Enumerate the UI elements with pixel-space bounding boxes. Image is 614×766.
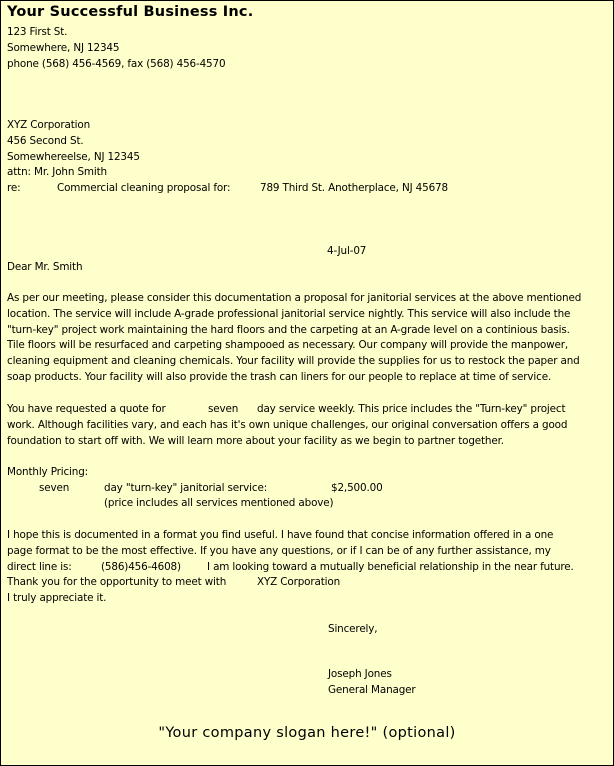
sender-phone: phone (568) 456-4569, fax (568) 456-4570 bbox=[7, 57, 226, 70]
relationship-text: I am looking toward a mutually beneficial relationship in the near future. bbox=[207, 561, 574, 573]
pricing-heading: Monthly Pricing: bbox=[7, 466, 89, 478]
re-address: 789 Third St. Anotherplace, NJ 45678 bbox=[260, 182, 448, 194]
signer-name: Joseph Jones bbox=[328, 668, 392, 680]
thank-you-text: Thank you for the opportunity to meet with bbox=[7, 576, 227, 588]
closing-paragraph bbox=[7, 528, 553, 560]
paragraph-line: page format to be the most effective. If you have any questions, or if I can be of any further assistance, my bbox=[7, 544, 551, 557]
sender-city: Somewhere, NJ 12345 bbox=[7, 41, 120, 54]
recipient-attn: attn: Mr. John Smith bbox=[7, 166, 107, 179]
re-label: re: bbox=[7, 182, 21, 194]
appreciation-text: I truly appreciate it. bbox=[7, 592, 107, 604]
pricing-note: (price includes all services mentioned above) bbox=[104, 497, 334, 509]
recipient-street: 456 Second St. bbox=[7, 134, 84, 147]
body-paragraph-2 bbox=[7, 418, 567, 450]
recipient-company: XYZ Corporation bbox=[7, 119, 91, 131]
pricing-amount: $2,500.00 bbox=[331, 482, 383, 494]
signer-title: General Manager bbox=[328, 684, 416, 696]
re-text: Commercial cleaning proposal for: bbox=[57, 182, 231, 194]
paragraph-line: As per our meeting, please consider this documentation a proposal for janitorial services at the above mentioned bbox=[7, 292, 582, 304]
paragraph-2-frequency: seven bbox=[208, 403, 239, 415]
letter-date: 4-Jul-07 bbox=[327, 245, 367, 257]
pricing-service: day "turn-key" janitorial service: bbox=[104, 482, 268, 494]
paragraph-line: cleaning equipment and cleaning chemicals. Your facility will provide the supplies for us to restock the paper and bbox=[7, 355, 580, 368]
paragraph-2-continuation: day service weekly. This price includes the "Turn-key" project bbox=[257, 403, 566, 415]
direct-line-label: direct line is: bbox=[7, 561, 72, 573]
sender-street: 123 First St. bbox=[7, 26, 68, 38]
paragraph-line: foundation to start off with. We will learn more about your facility as we begin to partner together. bbox=[7, 434, 504, 447]
paragraph-2-start: You have requested a quote for bbox=[7, 403, 166, 415]
pricing-frequency: seven bbox=[39, 482, 70, 494]
paragraph-line: soap products. Your facility will also provide the trash can liners for our people to replace at time of service. bbox=[7, 370, 552, 383]
direct-line-number: (586)456-4608) bbox=[101, 561, 181, 573]
sender-address bbox=[7, 25, 225, 72]
recipient-city: Somewhereelse, NJ 12345 bbox=[7, 150, 140, 163]
paragraph-line: Tile floors will be resurfaced and carpeting shampooed as necessary. Our company will provide the manpower, bbox=[7, 339, 568, 352]
thank-you-company: XYZ Corporation bbox=[257, 576, 341, 588]
closing-sincerely: Sincerely, bbox=[328, 623, 378, 635]
paragraph-line: work. Although facilities vary, and each has it's own unique challenges, our original conversation offers a good bbox=[7, 419, 568, 431]
recipient-address bbox=[7, 118, 140, 181]
salutation: Dear Mr. Smith bbox=[7, 261, 83, 273]
sender-company: Your Successful Business Inc. bbox=[7, 4, 254, 20]
company-slogan: "Your company slogan here!" (optional) bbox=[158, 725, 456, 741]
paragraph-line: I hope this is documented in a format you find useful. I have found that concise information offered in a one bbox=[7, 529, 554, 541]
paragraph-line: "turn-key" project work maintaining the hard floors and the carpeting at an A-grade level on a continious basis. bbox=[7, 323, 570, 336]
body-paragraph-1 bbox=[7, 291, 581, 386]
paragraph-line: location. The service will include A-grade professional janitorial service nightly. This service will also include the bbox=[7, 307, 571, 320]
